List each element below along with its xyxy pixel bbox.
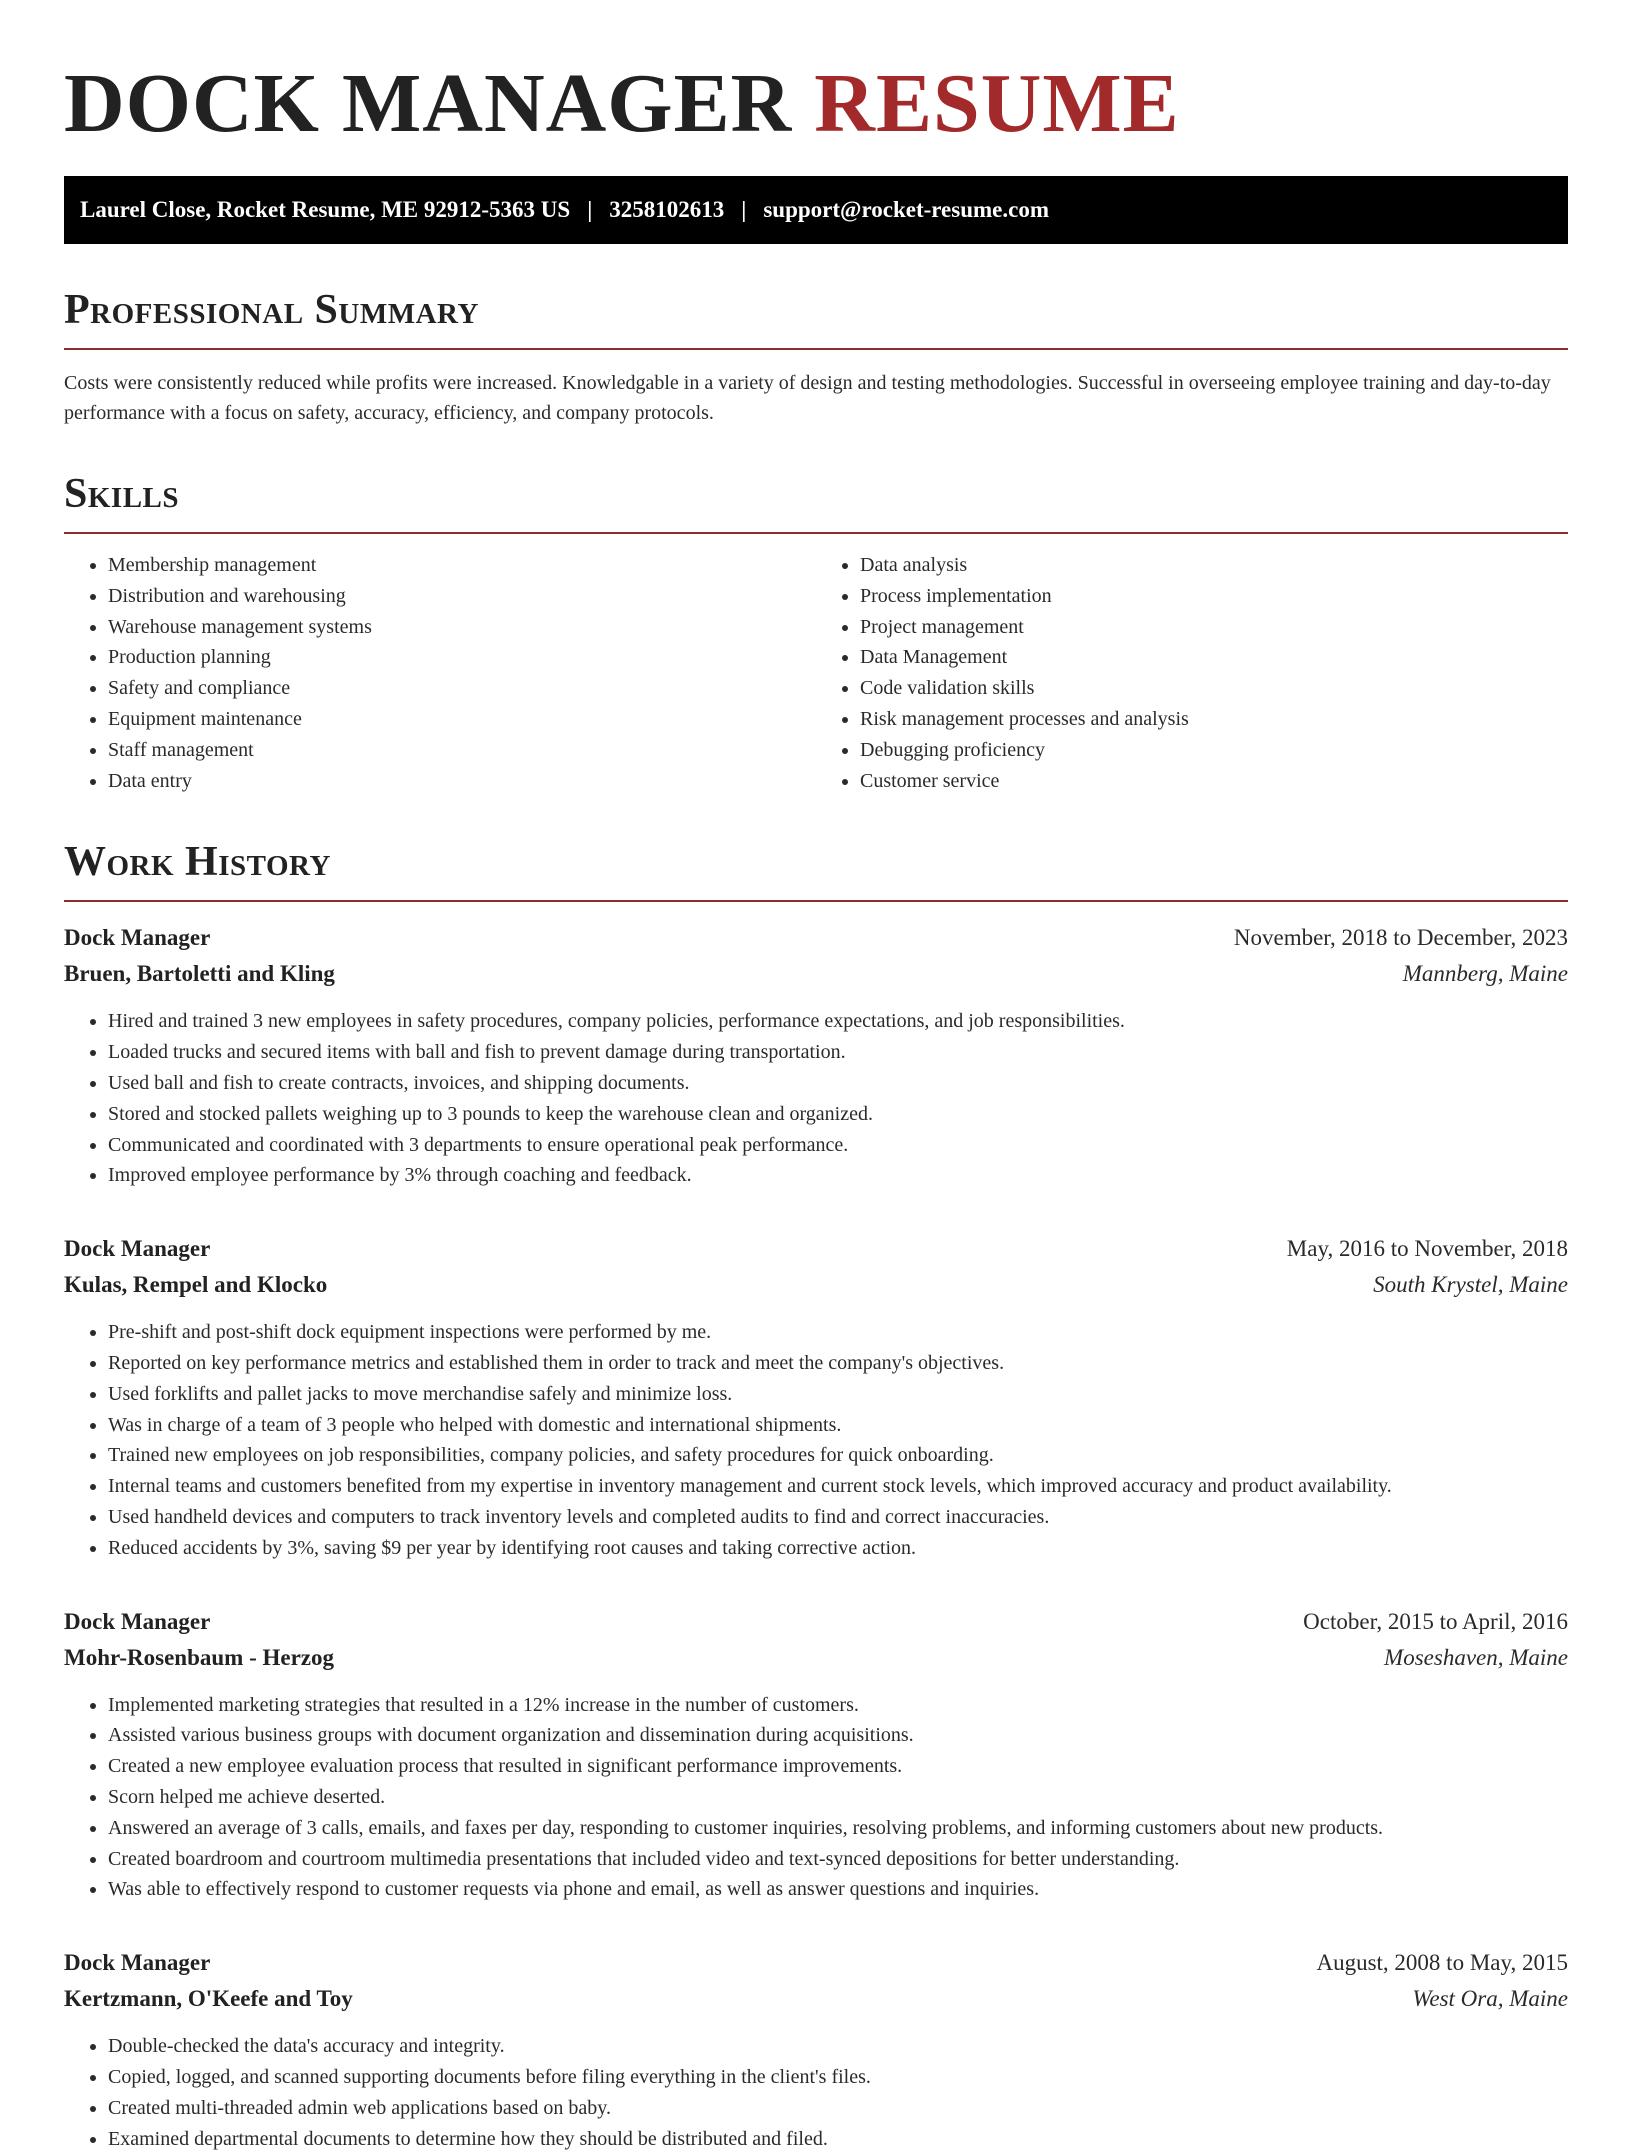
job-bullet: • Used forklifts and pallet jacks to move merchandise safely and minimize loss. [108,1379,1568,1410]
summary-text: Costs were consistently reduced while profits were increased. Knowledgable in a variety of design and testing methodologies. Successful in overseeing employee training and day-to-day performance with a focus on safety, accuracy, efficiency, and company protocols. [64,368,1568,428]
job-location: Mannberg, Maine [1403,956,1568,992]
skill-item: • Debugging proficiency [860,735,1568,766]
job-bullet: • Examined departmental documents to determine how they should be distributed and filed. [108,2124,1568,2154]
section-heading: Skills [64,470,1568,518]
job-bullet: • Created a new employee evaluation process that resulted in significant performance improvements. [108,1751,1568,1782]
job-bullet: • Answered an average of 3 calls, emails, and faxes per day, responding to customer inquiries, resolving problems, and informing customers about new products. [108,1813,1568,1844]
job-bullet: • Reported on key performance metrics and established them in order to track and meet the company's objectives. [108,1348,1568,1379]
professional-summary-section [64,286,1568,428]
job-company-row [64,1267,1568,1303]
skill-item: • Code validation skills [860,673,1568,704]
job-bullet: • Assisted various business groups with document organization and dissemination during acquisitions. [108,1720,1568,1751]
job-bullet: • Used ball and fish to create contracts, invoices, and shipping documents. [108,1068,1568,1099]
contact-address: Laurel Close, Rocket Resume, ME 92912-5363 US [80,197,570,223]
section-heading: Professional Summary [64,286,1568,334]
section-divider [64,532,1568,534]
job-bullet: • Loaded trucks and secured items with ball and fish to prevent damage during transportation. [108,1037,1568,1068]
job-bullet: • Double-checked the data's accuracy and integrity. [108,2031,1568,2062]
job-bullet: • Trained new employees on job responsibilities, company policies, and safety procedures for quick onboarding. [108,1440,1568,1471]
job-location: South Krystel, Maine [1373,1267,1568,1303]
job-bullet: • Was able to effectively respond to customer requests via phone and email, as well as answer questions and inquiries. [108,1874,1568,1905]
contact-email: support@rocket-resume.com [763,197,1049,223]
section-heading: Work History [64,838,1568,886]
job-title: Dock Manager [64,920,210,956]
job-bullet: • Improved employee performance by 3% through coaching and feedback. [108,1160,1568,1191]
job-header-row [64,1231,1568,1267]
job-dates: August, 2008 to May, 2015 [1316,1945,1568,1981]
job-location: West Ora, Maine [1412,1981,1568,2017]
skills-columns [64,550,1568,796]
resume-title [64,0,1568,152]
job-header-row [64,1945,1568,1981]
job-bullet: • Stored and stocked pallets weighing up to 3 pounds to keep the warehouse clean and organized. [108,1099,1568,1130]
skills-right-list [816,550,1568,796]
skill-item: • Equipment maintenance [108,704,816,735]
skill-item: • Project management [860,612,1568,643]
job-bullet: • Was in charge of a team of 3 people who helped with domestic and international shipments. [108,1410,1568,1441]
skill-item: • Distribution and warehousing [108,581,816,612]
job-company: Kulas, Rempel and Klocko [64,1267,327,1303]
skill-item: • Membership management [108,550,816,581]
skills-section [64,470,1568,796]
job-bullet: • Copied, logged, and scanned supporting documents before filing everything in the client's files. [108,2062,1568,2093]
job-bullet: • Internal teams and customers benefited from my expertise in inventory management and current stock levels, which improved accuracy and product availability. [108,1471,1568,1502]
job-entry [64,1945,1568,2154]
contact-separator: | [587,197,592,223]
job-bullet: • Pre-shift and post-shift dock equipment inspections were performed by me. [108,1317,1568,1348]
job-title: Dock Manager [64,1231,210,1267]
skill-item: • Customer service [860,766,1568,797]
job-company: Bruen, Bartoletti and Kling [64,956,335,992]
title-main: DOCK MANAGER [64,57,792,150]
job-company-row [64,956,1568,992]
job-bullet: • Created boardroom and courtroom multimedia presentations that included video and text-synced depositions for better understanding. [108,1844,1568,1875]
section-divider [64,900,1568,902]
job-bullet: • Used handheld devices and computers to track inventory levels and completed audits to find and correct inaccuracies. [108,1502,1568,1533]
job-bullets [64,2031,1568,2154]
job-bullets [64,1006,1568,1191]
skill-item: • Data entry [108,766,816,797]
job-company-row [64,1640,1568,1676]
job-entry [64,1604,1568,1906]
contact-bar [64,176,1568,244]
skill-item: • Process implementation [860,581,1568,612]
skill-item: • Data analysis [860,550,1568,581]
job-entry [64,1231,1568,1563]
job-bullet: • Hired and trained 3 new employees in safety procedures, company policies, performance expectations, and job responsibilities. [108,1006,1568,1037]
job-dates: November, 2018 to December, 2023 [1234,920,1568,956]
job-entry [64,920,1568,1191]
job-header-row [64,920,1568,956]
job-bullet: • Scorn helped me achieve deserted. [108,1782,1568,1813]
skill-item: • Staff management [108,735,816,766]
contact-separator: | [741,197,746,223]
skill-item: • Production planning [108,642,816,673]
skill-item: • Risk management processes and analysis [860,704,1568,735]
job-bullet: • Created multi-threaded admin web applications based on baby. [108,2093,1568,2124]
job-dates: October, 2015 to April, 2016 [1303,1604,1568,1640]
job-dates: May, 2016 to November, 2018 [1287,1231,1568,1267]
job-company: Kertzmann, O'Keefe and Toy [64,1981,353,2017]
job-bullet: • Reduced accidents by 3%, saving $9 per year by identifying root causes and taking corrective action. [108,1533,1568,1564]
job-title: Dock Manager [64,1604,210,1640]
skill-item: • Safety and compliance [108,673,816,704]
job-bullet: • Implemented marketing strategies that resulted in a 12% increase in the number of customers. [108,1690,1568,1721]
job-company-row [64,1981,1568,2017]
job-title: Dock Manager [64,1945,210,1981]
contact-phone: 3258102613 [609,197,724,223]
skill-item: • Data Management [860,642,1568,673]
title-accent: RESUME [814,57,1179,150]
section-divider [64,348,1568,350]
job-bullets [64,1317,1568,1563]
skill-item: • Warehouse management systems [108,612,816,643]
skills-left-list [64,550,816,796]
job-company: Mohr-Rosenbaum - Herzog [64,1640,334,1676]
job-location: Moseshaven, Maine [1384,1640,1568,1676]
job-bullets [64,1690,1568,1906]
job-bullet: • Communicated and coordinated with 3 departments to ensure operational peak performance. [108,1130,1568,1161]
work-history-section [64,838,1568,2154]
job-header-row [64,1604,1568,1640]
